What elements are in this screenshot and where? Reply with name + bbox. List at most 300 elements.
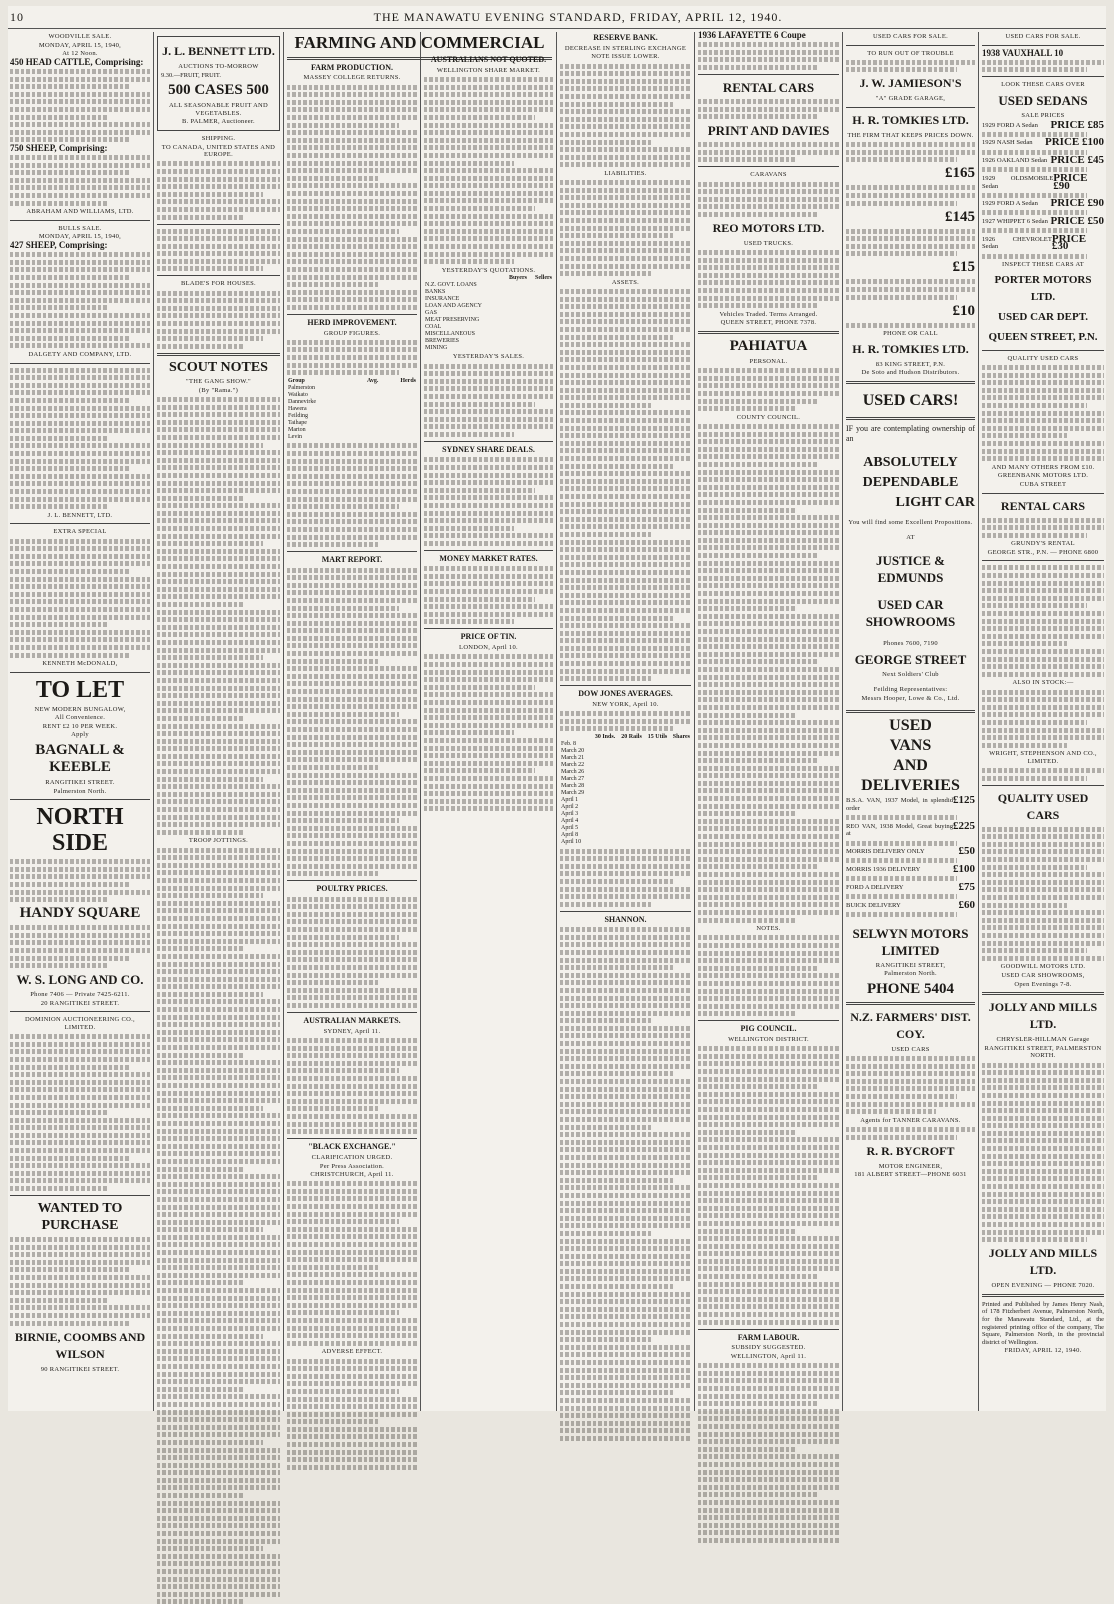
column-5 [560,32,691,1411]
quote-cell [528,338,553,345]
dow-cell [590,790,616,797]
herd-cell [379,385,417,392]
price-145: £145 [945,208,975,225]
subsidy-suggested: SUBSIDY SUGGESTED. [731,1344,806,1352]
bulls-title: BULLS SALE. [58,224,102,232]
money-market-rates: MONEY MARKET RATES. [439,553,538,563]
sedan-item-price: PRICE £85 [1050,118,1104,131]
herd-cell [379,434,417,441]
quote-cell: BREWERIES [425,338,459,345]
van-item-label: MORRIS DELIVERY ONLY [846,848,925,856]
pig-council: PIG COUNCIL. [740,1024,797,1034]
sedan-item-label: 1926 OAKLAND Sedan [982,157,1048,165]
herd-cell [351,434,380,441]
dow-cell: April 1 [561,797,579,804]
dow-row [560,811,691,818]
a-grade-garage: "A" GRADE GARAGE, [875,95,946,103]
dow-cell [668,748,691,755]
wellington-district: WELLINGTON DISTRICT. [728,1036,809,1044]
dow-cell [643,832,668,839]
herd-col-header: Herds [400,377,416,384]
dow-cell [616,790,643,797]
dow-cell: March 22 [561,762,585,769]
dow-cell [590,811,616,818]
tomkies: H. R. TOMKIES LTD. [852,112,969,127]
used-cars-for-sale-2: USED CARS FOR SALE. [1005,33,1081,40]
farming-commercial-headline: FARMING AND COMMERCIAL [294,33,545,52]
sedan-item-price: PRICE £45 [1050,154,1104,167]
mart-report: MART REPORT. [321,555,383,565]
dow-cell: March 29 [561,790,585,797]
quote-row [424,282,553,289]
open-evening: OPEN EVENING — PHONE 7020. [991,1282,1095,1290]
county-council: COUNTY COUNCIL. [736,413,801,421]
porter-motors: PORTER MOTORS LTD. [994,273,1092,303]
quote-cell: BANKS [425,289,446,296]
jolly-mills: JOLLY AND MILLS LTD. [988,1000,1098,1032]
dow-row [560,790,691,797]
dow-cell: April 5 [561,825,579,832]
sedan-item [982,215,1104,228]
run-out-of-trouble: TO RUN OUT OF TROUBLE [867,49,954,57]
herd-row [287,434,417,441]
dow-row [560,783,691,790]
dow-cell [668,797,691,804]
look-these-over: LOOK THESE CARS OVER [1001,81,1085,89]
quote-cell [528,289,553,296]
wanted-to-purchase: WANTED TO PURCHASE [37,1201,123,1234]
van-item-label: MORRIS 1936 DELIVERY [846,865,921,873]
quote-row [424,303,553,310]
column-1 [10,32,150,1411]
personal: PERSONAL. [749,358,788,366]
column-rule [842,32,843,1411]
sedan-item-label: 1926 CHEVROLET Sedan [982,235,1052,251]
dow-cell [616,755,643,762]
quote-cell [528,324,553,331]
used-cars-for-sale: USED CARS FOR SALE. [872,33,949,40]
used-car-showrooms: USED CAR SHOWROOMS [865,597,956,630]
used-label: USED [889,717,932,735]
van-item-price: £50 [958,845,975,858]
goodwill-open: Open Evenings 7-8. [1014,980,1072,988]
herd-cell: Marton [288,426,306,433]
dow-row [560,818,691,825]
dow-cell [616,776,643,783]
herd-cell: Hawera [288,405,307,412]
van-item-label: B.S.A. VAN, 1937 Model, in splendid order [846,797,953,813]
dow-cell [643,797,668,804]
dow-cell [668,776,691,783]
fruit-time: 9.30.—FRUIT, FRUIT. [161,71,221,79]
wright-stephenson: WRIGHT, STEPHENSON AND CO., LIMITED. [989,750,1097,765]
dow-cell [668,762,691,769]
motor-engineer: MOTOR ENGINEER, [878,1162,943,1170]
sale-prices: SALE PRICES [1021,111,1065,119]
quote-cell [502,303,528,310]
quote-cell [528,317,553,324]
dow-cell [643,818,668,825]
handy-square: HANDY SQUARE [19,905,141,922]
dow-cell: April 4 [561,818,579,825]
quote-row [424,345,553,352]
jolly-mills-2: JOLLY AND MILLS LTD. [988,1246,1098,1278]
quote-cell [528,303,553,310]
quote-col-header: Sellers [535,275,552,282]
sedan-item [982,232,1104,253]
clarification-urged: CLARIFICATION URGED. [311,1153,393,1161]
bycroft: R. R. BYCROFT [866,1143,955,1158]
vehicles-traded: Vehicles Traded. Terms Arranged. [719,310,818,318]
phone-5404: PHONE 5404 [866,980,955,997]
column-rule [283,32,284,1411]
print-davies: PRINT AND DAVIES [707,123,830,139]
rent: RENT £2 10 PER WEEK. [42,722,118,730]
adverse-effect: ADVERSE EFFECT. [321,1348,383,1356]
george-street: GEORGE STREET [854,651,967,667]
quote-col-header: Buyers [508,275,527,282]
new-bungalow: NEW MODERN BUNGALOW, [34,705,126,713]
dow-cell [643,748,668,755]
herd-cell [379,392,417,399]
dow-cell [668,804,691,811]
quote-cell: MINING [425,345,448,352]
van-item-price: £75 [958,880,975,893]
dow-cell [616,797,643,804]
sedan-item [982,197,1104,210]
column-8 [982,32,1104,1411]
dow-cell: Feb. 8 [561,741,576,748]
sedan-item-label: 1929 FORD A Sedan [982,121,1038,129]
justice-edmunds: JUSTICE & EDMUNDS [876,553,945,586]
quote-cell: COAL [425,324,442,331]
price-165: £165 [945,165,975,182]
poultry-prices: POULTRY PRICES. [316,884,388,894]
dow-cell [590,776,616,783]
dow-cell [590,818,616,825]
australians-not-quoted: AUSTRALIANS NOT QUOTED. [430,55,547,64]
quote-col-header [424,275,502,282]
dow-row [560,762,691,769]
dow-cell: April 10 [561,839,582,846]
dow-cell: April 3 [561,811,579,818]
grundys: GRUNDY'S RENTAL [1011,540,1075,548]
used-sedans: USED SEDANS [998,92,1088,108]
reo-queen-street: QUEEN STREET, PHONE 7378. [720,319,817,327]
herd-row [287,406,417,413]
quote-cell: INSURANCE [425,296,460,303]
dow-row [560,832,691,839]
nz-farmers: N.Z. FARMERS' DIST. COY. [850,1009,971,1041]
dow-cell [590,839,616,846]
dow-cell [668,769,691,776]
tomkies-2: H. R. TOMKIES LTD. [852,341,969,356]
van-item-price: £60 [958,898,975,911]
scout-notes: SCOUT NOTES [169,359,268,375]
dow-cell: March 26 [561,769,585,776]
quote-cell [502,317,528,324]
van-item [846,862,975,875]
column-rule [420,32,421,1411]
dow-cell [590,748,616,755]
quote-cell [528,310,553,317]
dow-table [560,734,691,846]
vauxhall-1938: 1938 VAUXHALL 10 [982,47,1064,58]
assets: ASSETS. [611,278,640,286]
caravans: CARAVANS [750,171,787,179]
herd-cell [351,392,380,399]
farmers-used-cars: USED CARS [891,1045,930,1053]
quote-cell [502,331,528,338]
van-item [846,845,975,858]
london-date: LONDON, April 10. [459,644,518,652]
dow-cell [643,755,668,762]
birnie: BIRNIE, COOMBS AND WILSON [14,1329,146,1361]
dow-cell [616,762,643,769]
herd-row [287,392,417,399]
quote-row [424,296,553,303]
tanner-caravans: Agents for TANNER CARAVANS. [860,1116,961,1124]
quote-cell [502,282,528,289]
quote-cell: MEAT PRESERVING [425,317,480,324]
chrysler-hillman: CHRYSLER-HILLMAN Garage [996,1036,1090,1044]
price-15: £15 [952,259,975,276]
abraham: ABRAHAM AND WILLIAMS, LTD. [26,208,134,216]
quote-cell [502,296,528,303]
cases: 500 CASES 500 [168,82,269,99]
quote-cell [528,282,553,289]
quote-row [424,324,553,331]
quote-cell [502,345,528,352]
quote-cell [528,345,553,352]
phone-or-call: PHONE OR CALL [883,330,938,338]
shipping: SHIPPING. [201,134,236,142]
herd-cell [379,399,417,406]
dow-cell [643,825,668,832]
dow-cell [643,776,668,783]
long-phone: Phone 7406 — Private 7425-6211. [30,991,130,999]
quality-used-cars-2: QUALITY USED CARS [997,790,1089,822]
dow-cell [668,818,691,825]
dow-cell [668,832,691,839]
lot-427: 427 SHEEP, Comprising: [10,240,108,251]
many-others: AND MANY OTHERS FROM £10. [991,463,1095,471]
porter-queen: QUEEN STREET, P.N. [988,330,1098,343]
herd-row [287,399,417,406]
herd-cell: Levin [288,433,302,440]
quality-used-cars: QUALITY USED CARS [1007,354,1079,362]
apply: Apply [71,731,89,739]
selwyn-pn: Palmerston North. [884,970,937,978]
long-street: 20 RANGITIKEI STREET. [40,999,120,1007]
herd-cell [351,427,380,434]
quote-cell [502,310,528,317]
ws-long: W. S. LONG AND CO. [16,972,144,988]
dow-cell [668,825,691,832]
column-rule [556,32,557,1411]
all-convenience: All Convenience. [54,714,106,722]
auctions-tomorrow: AUCTIONS TO-MORROW [178,63,259,70]
canada: TO CANADA, UNITED STATES AND EUROPE. [161,143,276,159]
sedan-item [982,171,1104,192]
herd-row [287,385,417,392]
herd-row [287,413,417,420]
sedan-item-price: PRICE £50 [1050,215,1104,228]
woodville-time: At 12 Noon. [62,50,98,58]
dow-cell [643,811,668,818]
reo-motors: REO MOTORS LTD. [712,220,825,235]
to-let: TO LET [35,676,125,703]
dow-cell [616,783,643,790]
bennett-ad [157,36,280,131]
by-rama: (By "Rama.") [198,386,239,394]
dow-row [560,741,691,748]
selwyn: SELWYN MOTORS LIMITED [852,925,969,958]
albert-street: 181 ALBERT STREET—PHONE 6031 [854,1171,967,1179]
dow-cell [668,755,691,762]
herd-cell [379,427,417,434]
dow-cell [643,804,668,811]
dow-cell [668,783,691,790]
contemplating: IF you are contemplating ownership of an [846,423,975,443]
dow-cell [668,741,691,748]
quote-cell: N.Z. GOVT. LOANS [425,282,477,289]
gang-show: "THE GANG SHOW." [186,378,251,386]
herd-cell [379,420,417,427]
quote-cell [502,289,528,296]
sedan-item-price: PRICE £30 [1051,232,1087,253]
herd-cell: Taihape [288,419,307,426]
van-item [846,880,975,893]
feilding-rep: Feilding Representatives: [873,686,948,694]
dow-cell [668,790,691,797]
sedan-item-label: 1929 OLDSMOBILE Sedan [982,174,1054,190]
used-cars-banner: USED CARS! [862,391,959,409]
palmer: B. PALMER, Auctioneer. [182,118,255,126]
dow-cell [616,748,643,755]
excellent-propositions: You will find some Excellent Propositions. [848,518,973,526]
dow-cell [590,804,616,811]
column-7 [846,32,975,1411]
liabilities: LIABILITIES. [604,169,647,177]
dow-cell [616,741,643,748]
dow-col-header: 20 Rails [621,734,642,741]
van-item-price: £100 [953,862,975,875]
farm-labour-date: WELLINGTON, April 11. [730,1353,807,1361]
christchurch-date: CHRISTCHURCH, April 11. [310,1171,394,1179]
note-issue-lower: NOTE ISSUE LOWER. [591,53,660,61]
extra-special: EXTRA SPECIAL [53,528,107,536]
farm-labour: FARM LABOUR. [737,1332,800,1342]
quote-row [424,310,553,317]
jolly-street: RANGITIKEI STREET, PALMERSTON NORTH. [984,1044,1102,1060]
goodwill: GOODWILL MOTORS LTD. [1000,963,1086,971]
dow-cell [590,762,616,769]
sedan-item-price: PRICE £90 [1053,171,1088,192]
king-street: 83 KING STREET, P.N. [875,360,946,368]
bulls-date: MONDAY, APRIL 15, 1940, [38,233,122,241]
quotations-table [424,275,553,352]
yesterdays-quotations: YESTERDAY'S QUOTATIONS. [441,266,536,274]
quote-row [424,289,553,296]
van-item-price: £225 [953,819,975,832]
dow-row [560,776,691,783]
dow-cell [590,832,616,839]
bennett-title: J. L. BENNETT LTD. [162,44,275,58]
quote-cell: GAS [425,310,438,317]
jamieson: J. W. JAMIESON'S [859,76,962,91]
page-number: 10 [10,9,24,24]
firm-keeps-prices: THE FIRM THAT KEEPS PRICES DOWN. [847,131,974,139]
dow-col-header: 30 Inds. [594,734,616,741]
van-item-label: FORD A DELIVERY [846,883,904,891]
dow-row [560,769,691,776]
notes: NOTES. [756,925,781,933]
quote-cell: MISCELLANEOUS [425,331,476,338]
quote-row [424,331,553,338]
dow-cell: March 21 [561,755,585,762]
dow-cell: April 2 [561,804,579,811]
dow-cell [616,804,643,811]
quote-cell: LOAN AND AGENCY [425,303,482,310]
quote-row [424,317,553,324]
dow-jones: DOW JONES AVERAGES. [578,689,673,699]
massey-returns: MASSEY COLLEGE RETURNS. [303,74,401,82]
sedan-item-label: 1929 FORD A Sedan [982,200,1038,208]
cuba-street: CUBA STREET [1019,480,1067,488]
palmerston-north: Palmerston North. [53,787,107,795]
price-10: £10 [952,302,975,319]
printed-by: Printed and Published by James Henry Nash, of 178 Fitzherbert Avenue, Palmerston North, for the Manawatu Standard, Ltd., at the registered printing office of the company, The Square, Palmerston North, in the provincial district of Wellington. [982,1300,1104,1346]
column-rule [694,32,695,1411]
van-item-label: REO VAN, 1938 Model, Great buying at [846,822,953,838]
herd-cell: Dannevirke [288,398,316,405]
herd-col-header: Group [288,377,305,384]
dow-row [560,804,691,811]
dow-cell [590,797,616,804]
quote-cell [528,331,553,338]
absolutely: ABSOLUTELY [863,454,958,470]
van-item-label: BUICK DELIVERY [846,901,901,909]
herd-cell: Waikato [288,391,308,398]
kenneth: KENNETH McDONALD, [42,660,118,668]
bagnall-keeble: BAGNALL & KEEBLE [35,742,125,776]
herd-row [287,427,417,434]
dominion: DOMINION AUCTIONEERING CO., LIMITED. [25,1016,135,1031]
herd-cell: Feilding [288,412,309,419]
black-exchange: "BLACK EXCHANGE." [308,1142,396,1152]
column-4 [424,32,553,1411]
herd-cell: Palmerston [288,384,315,391]
troop-jottings: TROOP JOTTINGS. [188,837,249,845]
van-item [846,794,975,813]
lafayette: 1936 LAFAYETTE 6 Coupe [698,30,806,40]
sedan-item [982,136,1104,149]
and-label: AND [893,757,928,775]
herd-cell [351,413,380,420]
north-side: NORTH SIDE [36,804,124,857]
greenbank: GREENBANK MOTORS LTD. [997,472,1089,480]
deliveries-label: DELIVERIES [861,777,960,795]
woodville-date: MONDAY, APRIL 15, 1940, [38,41,122,49]
herd-cell [379,406,417,413]
price-of-tin: PRICE OF TIN. [460,632,517,642]
next-soldiers-club: Next Soldiers' Club [882,670,939,678]
column-6 [698,32,839,1411]
dow-cell: March 28 [561,783,585,790]
masthead [8,6,1106,29]
grundy-phone: GEORGE STR., P.N. — PHONE 6800 [987,548,1099,556]
